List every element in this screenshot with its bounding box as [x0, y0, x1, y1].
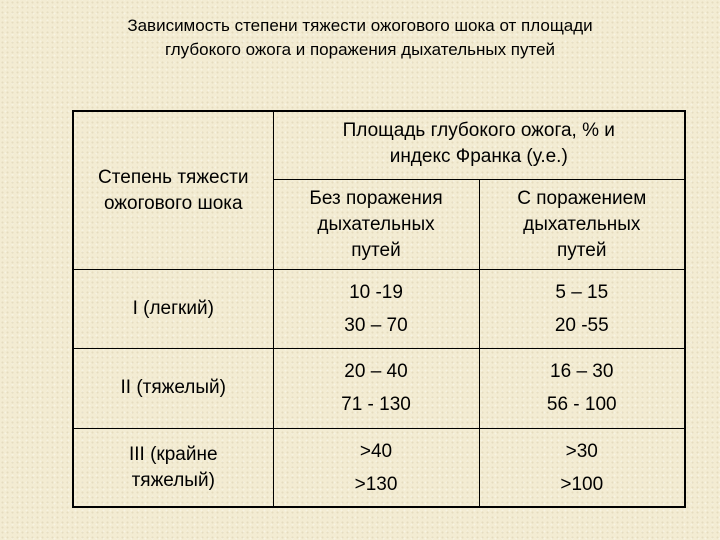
header-severity-line: ожогового шока	[103, 192, 243, 214]
area-percent-value: 5 – 15	[555, 281, 609, 303]
degree-label: III (крайне	[128, 443, 218, 465]
header-without-cell	[273, 179, 479, 269]
degree-cell	[73, 429, 273, 507]
slide-title	[40, 14, 680, 62]
header-severity-line: Степень тяжести	[98, 166, 249, 188]
table-row	[73, 270, 685, 348]
burn-shock-table	[72, 110, 686, 508]
with-value-cell	[479, 348, 685, 428]
frank-index-value: 71 - 130	[341, 394, 411, 416]
table-row	[73, 348, 685, 428]
degree-label: I (легкий)	[132, 297, 214, 319]
without-value-cell	[273, 429, 479, 507]
degree-cell	[73, 270, 273, 348]
frank-index-value: >130	[354, 473, 398, 495]
header-without-line: путей	[351, 239, 401, 261]
with-value-cell	[479, 270, 685, 348]
table-header-row-1	[73, 111, 685, 179]
frank-index-value: 30 – 70	[344, 314, 408, 336]
area-percent-value: 16 – 30	[550, 361, 614, 383]
slide-title-line-2: глубокого ожога и поражения дыхательных путей	[164, 40, 556, 59]
area-percent-value: 20 – 40	[344, 361, 408, 383]
without-value-cell	[273, 270, 479, 348]
table-row	[73, 429, 685, 507]
slide-title-line-1: Зависимость степени тяжести ожогового шока от площади	[127, 16, 593, 35]
with-value-cell	[479, 429, 685, 507]
degree-label: II (тяжелый)	[120, 377, 226, 399]
header-with-cell	[479, 179, 685, 269]
header-severity-cell	[73, 111, 273, 270]
without-value-cell	[273, 348, 479, 428]
header-area-line: индекс Франка (у.е.)	[389, 146, 568, 167]
area-percent-value: >40	[359, 440, 393, 462]
frank-index-value: >100	[560, 473, 604, 495]
table-container	[72, 110, 684, 508]
degree-label: тяжелый)	[131, 469, 215, 491]
frank-index-value: 20 -55	[554, 314, 609, 336]
header-area-line: Площадь глубокого ожога, % и	[342, 120, 615, 141]
frank-index-value: 56 - 100	[546, 394, 617, 416]
degree-cell	[73, 348, 273, 428]
header-with-line: С поражением	[517, 187, 647, 209]
area-percent-value: >30	[565, 440, 598, 462]
header-without-line: дыхательных	[317, 213, 435, 235]
area-percent-value: 10 -19	[349, 281, 403, 303]
header-with-line: путей	[557, 239, 607, 261]
header-area-cell	[273, 111, 685, 179]
header-without-line: Без поражения	[309, 187, 443, 209]
header-with-line: дыхательных	[523, 213, 641, 235]
